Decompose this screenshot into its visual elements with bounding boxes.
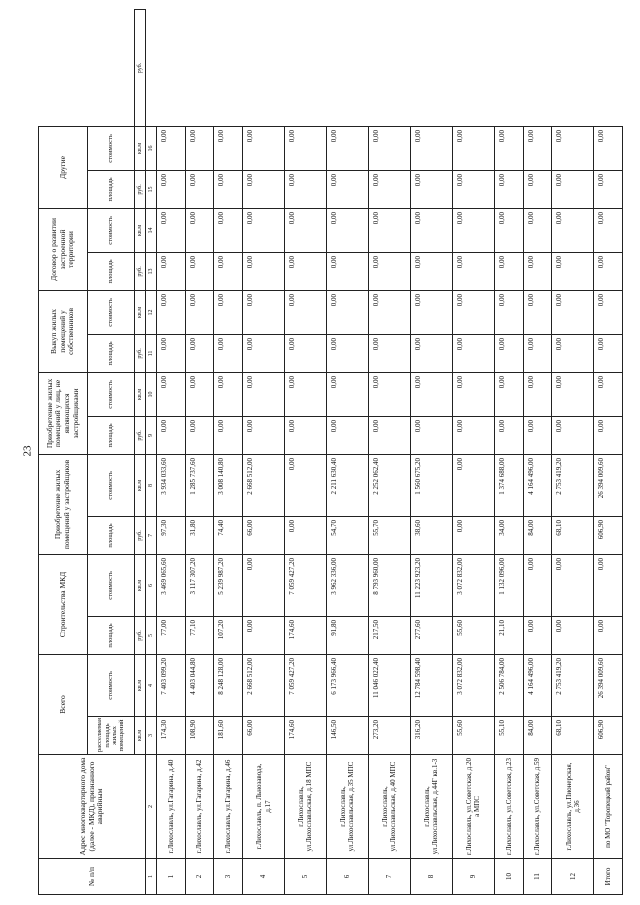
value-cell: 84,00 <box>523 516 552 554</box>
value-cell: 3 934 033,60 <box>157 454 186 516</box>
unit-label: кв.м <box>135 126 146 170</box>
address-cell: г.Лихославль, ул.Советская, д.20 а МПС <box>452 755 494 859</box>
value-cell: 146,50 <box>326 717 368 755</box>
unit-label: руб. <box>135 617 146 655</box>
subheader-cost: стоимость <box>88 372 135 416</box>
value-cell: 606,90 <box>594 717 623 755</box>
value-cell: 0,00 <box>494 334 523 372</box>
value-cell: 2 252 062,40 <box>368 454 410 516</box>
value-cell: 0,00 <box>523 208 552 252</box>
value-cell: 0,00 <box>157 252 186 290</box>
value-cell: 0,00 <box>368 290 410 334</box>
value-cell: 0,00 <box>594 372 623 416</box>
value-cell: 0,00 <box>594 208 623 252</box>
subheader-area: площадь <box>88 516 135 554</box>
resettlement-table <box>38 9 623 895</box>
value-cell: 55,10 <box>494 717 523 755</box>
value-cell: 0,00 <box>523 617 552 655</box>
value-cell: 12 784 598,40 <box>410 655 452 717</box>
value-cell: 0,00 <box>494 416 523 454</box>
address-cell: по МО "Торопецкий район" <box>594 755 623 859</box>
value-cell: 0,00 <box>452 290 494 334</box>
value-cell: 91,80 <box>326 617 368 655</box>
value-cell: 0,00 <box>452 252 494 290</box>
value-cell: 3 962 336,00 <box>326 554 368 616</box>
column-number: 5 <box>146 617 157 655</box>
value-cell: 0,00 <box>368 170 410 208</box>
value-cell: 0,00 <box>214 208 243 252</box>
value-cell: 0,00 <box>523 554 552 616</box>
subheader-cost: стоимость <box>88 454 135 516</box>
value-cell: 0,00 <box>185 416 214 454</box>
value-cell: 0,00 <box>452 454 494 516</box>
address-cell: г.Лихославль, ул.Лихославльская, д.40 МПС <box>368 755 410 859</box>
column-number: 11 <box>146 334 157 372</box>
value-cell: 0,00 <box>284 126 326 170</box>
value-cell: 0,00 <box>243 290 285 334</box>
table-row <box>157 10 186 895</box>
value-cell: 68,10 <box>552 717 594 755</box>
value-cell: 2 668 512,00 <box>243 454 285 516</box>
row-number: 2 <box>185 859 214 895</box>
value-cell: 606,90 <box>594 516 623 554</box>
header-other: Другие <box>39 126 88 208</box>
address-cell: г.Лихославль, п. Льнозавода, д.17 <box>243 755 285 859</box>
value-cell: 11 046 022,40 <box>368 655 410 717</box>
value-cell: 0,00 <box>326 208 368 252</box>
value-cell: 0,00 <box>284 516 326 554</box>
value-cell: 0,00 <box>368 208 410 252</box>
column-number: 15 <box>146 170 157 208</box>
value-cell: 0,00 <box>410 208 452 252</box>
row-number: 3 <box>214 859 243 895</box>
value-cell: 26 394 009,60 <box>594 454 623 516</box>
unit-label: кв.м <box>135 208 146 252</box>
value-cell: 7 403 099,20 <box>157 655 186 717</box>
value-cell: 0,00 <box>214 252 243 290</box>
value-cell: 0,00 <box>552 554 594 616</box>
value-cell: 0,00 <box>552 334 594 372</box>
value-cell: 0,00 <box>368 334 410 372</box>
unit-label: кв.м <box>135 717 146 755</box>
column-number: 6 <box>146 554 157 616</box>
value-cell: 0,00 <box>410 372 452 416</box>
subheader-resettled-area: расселяемая площадь жилых помещений <box>88 717 135 755</box>
value-cell: 0,00 <box>410 290 452 334</box>
value-cell: 0,00 <box>368 416 410 454</box>
table-row <box>284 10 326 895</box>
value-cell: 0,00 <box>552 416 594 454</box>
value-cell: 54,70 <box>326 516 368 554</box>
value-cell: 2 668 512,00 <box>243 655 285 717</box>
value-cell: 0,00 <box>594 290 623 334</box>
unit-label: руб. <box>135 252 146 290</box>
address-cell: г.Лихославль, ул.Пионерская, д.36 <box>552 755 594 859</box>
value-cell: 4 164 496,00 <box>523 454 552 516</box>
value-cell: 0,00 <box>284 252 326 290</box>
value-cell: 21,10 <box>494 617 523 655</box>
value-cell: 0,00 <box>594 334 623 372</box>
unit-label: кв.м <box>135 554 146 616</box>
value-cell: 0,00 <box>552 252 594 290</box>
value-cell: 77,10 <box>185 617 214 655</box>
value-cell: 0,00 <box>410 126 452 170</box>
value-cell: 0,00 <box>326 334 368 372</box>
table-row <box>410 10 452 895</box>
value-cell: 0,00 <box>452 416 494 454</box>
column-number: 9 <box>146 416 157 454</box>
unit-label: кв.м <box>135 290 146 334</box>
header-construction: Строительства МКД <box>39 554 88 654</box>
column-number: 13 <box>146 252 157 290</box>
value-cell: 0,00 <box>214 126 243 170</box>
value-cell: 1 374 688,00 <box>494 454 523 516</box>
row-number: 11 <box>523 859 552 895</box>
column-number: 12 <box>146 290 157 334</box>
value-cell: 0,00 <box>284 334 326 372</box>
value-cell: 0,00 <box>284 416 326 454</box>
value-cell: 6 173 966,40 <box>326 655 368 717</box>
column-number: 4 <box>146 655 157 717</box>
value-cell: 107,20 <box>214 617 243 655</box>
value-cell: 0,00 <box>243 416 285 454</box>
value-cell: 0,00 <box>243 208 285 252</box>
value-cell: 5 239 987,20 <box>214 554 243 616</box>
table-row <box>326 10 368 895</box>
table-row <box>523 10 552 895</box>
value-cell: 0,00 <box>523 170 552 208</box>
value-cell: 0,00 <box>214 170 243 208</box>
unit-label: руб. <box>135 416 146 454</box>
value-cell: 0,00 <box>452 170 494 208</box>
value-cell: 1 560 675,20 <box>410 454 452 516</box>
subheader-area: площадь <box>88 334 135 372</box>
value-cell: 0,00 <box>594 170 623 208</box>
value-cell: 0,00 <box>523 416 552 454</box>
row-number: 6 <box>326 859 368 895</box>
value-cell: 0,00 <box>185 208 214 252</box>
value-cell: 1 132 096,00 <box>494 554 523 616</box>
row-number: 1 <box>157 859 186 895</box>
column-number: 2 <box>146 755 157 859</box>
value-cell: 0,00 <box>410 170 452 208</box>
column-number: 3 <box>146 717 157 755</box>
value-cell: 316,20 <box>410 717 452 755</box>
address-cell: г.Лихославль, ул.Гагарина, д.42 <box>185 755 214 859</box>
address-cell: г.Лихославль, ул.Лихославльская, д.18 МПС <box>284 755 326 859</box>
value-cell: 74,40 <box>214 516 243 554</box>
value-cell: 273,20 <box>368 717 410 755</box>
value-cell: 0,00 <box>214 290 243 334</box>
address-cell: г.Лихославль, ул.Советская, д.23 <box>494 755 523 859</box>
value-cell: 4 164 496,00 <box>523 655 552 717</box>
table-row <box>214 10 243 895</box>
subheader-cost: стоимость <box>88 554 135 616</box>
value-cell: 0,00 <box>284 170 326 208</box>
value-cell: 217,50 <box>368 617 410 655</box>
value-cell: 8 248 128,00 <box>214 655 243 717</box>
value-cell: 0,00 <box>410 416 452 454</box>
table-row <box>368 10 410 895</box>
row-number: 7 <box>368 859 410 895</box>
header-num: № п/п <box>39 859 146 895</box>
row-number: 10 <box>494 859 523 895</box>
value-cell: 0,00 <box>494 170 523 208</box>
value-cell: 0,00 <box>185 126 214 170</box>
row-number: 8 <box>410 859 452 895</box>
value-cell: 0,00 <box>494 372 523 416</box>
value-cell: 108,90 <box>185 717 214 755</box>
value-cell: 0,00 <box>243 126 285 170</box>
value-cell: 7 059 427,20 <box>284 655 326 717</box>
value-cell: 3 469 065,60 <box>157 554 186 616</box>
unit-label: руб. <box>135 516 146 554</box>
value-cell: 0,00 <box>494 252 523 290</box>
subheader-area: площадь <box>88 416 135 454</box>
value-cell: 0,00 <box>494 126 523 170</box>
column-number: 14 <box>146 208 157 252</box>
unit-label: кв.м <box>135 372 146 416</box>
value-cell: 0,00 <box>452 372 494 416</box>
value-cell: 0,00 <box>594 252 623 290</box>
value-cell: 174,60 <box>284 617 326 655</box>
value-cell: 0,00 <box>284 208 326 252</box>
row-number: 12 <box>552 859 594 895</box>
value-cell: 3 117 307,20 <box>185 554 214 616</box>
table-row <box>243 10 285 895</box>
value-cell: 55,60 <box>452 717 494 755</box>
header-buyout: Выкуп жилых помещений у собственников <box>39 290 88 372</box>
unit-label: руб. <box>135 334 146 372</box>
subheader-area: площадь <box>88 617 135 655</box>
value-cell: 0,00 <box>594 416 623 454</box>
subheader-cost: стоимость <box>88 655 135 717</box>
value-cell: 0,00 <box>284 290 326 334</box>
rotated-table-container <box>38 9 623 895</box>
unit-label: руб. <box>135 10 146 127</box>
value-cell: 0,00 <box>243 170 285 208</box>
value-cell: 0,00 <box>368 372 410 416</box>
address-cell: г.Лихославль, ул.Гагарина, д.40 <box>157 755 186 859</box>
column-number: 8 <box>146 454 157 516</box>
value-cell: 4 403 044,80 <box>185 655 214 717</box>
row-number: 4 <box>243 859 285 895</box>
value-cell: 181,60 <box>214 717 243 755</box>
value-cell: 3 072 832,00 <box>452 554 494 616</box>
value-cell: 11 223 923,20 <box>410 554 452 616</box>
value-cell: 26 394 009,60 <box>594 655 623 717</box>
value-cell: 0,00 <box>594 554 623 616</box>
value-cell: 0,00 <box>452 126 494 170</box>
header-total: Всего <box>39 655 88 755</box>
value-cell: 0,00 <box>214 416 243 454</box>
value-cell: 0,00 <box>243 372 285 416</box>
value-cell: 0,00 <box>243 334 285 372</box>
value-cell: 0,00 <box>452 516 494 554</box>
value-cell: 277,60 <box>410 617 452 655</box>
value-cell: 0,00 <box>410 252 452 290</box>
value-cell: 0,00 <box>214 372 243 416</box>
row-number: 5 <box>284 859 326 895</box>
value-cell: 0,00 <box>552 208 594 252</box>
value-cell: 3 008 140,80 <box>214 454 243 516</box>
value-cell: 31,80 <box>185 516 214 554</box>
value-cell: 0,00 <box>157 372 186 416</box>
value-cell: 0,00 <box>185 372 214 416</box>
column-number: 7 <box>146 516 157 554</box>
value-cell: 0,00 <box>552 617 594 655</box>
value-cell: 7 059 427,20 <box>284 554 326 616</box>
page-number: 23 <box>21 445 34 457</box>
value-cell: 68,10 <box>552 516 594 554</box>
value-cell: 0,00 <box>494 208 523 252</box>
value-cell: 0,00 <box>326 252 368 290</box>
value-cell: 0,00 <box>284 372 326 416</box>
value-cell: 55,60 <box>452 617 494 655</box>
value-cell: 1 285 737,60 <box>185 454 214 516</box>
value-cell: 0,00 <box>594 126 623 170</box>
table-row <box>494 10 523 895</box>
value-cell: 84,00 <box>523 717 552 755</box>
value-cell: 0,00 <box>552 126 594 170</box>
value-cell: 55,70 <box>368 516 410 554</box>
table-row <box>452 10 494 895</box>
value-cell: 0,00 <box>552 372 594 416</box>
value-cell: 0,00 <box>157 170 186 208</box>
address-cell: г.Лихославль, ул.Лихославльская, д.35 МПС <box>326 755 368 859</box>
subheader-area: площадь <box>88 170 135 208</box>
value-cell: 0,00 <box>185 290 214 334</box>
table-row <box>552 10 594 895</box>
value-cell: 0,00 <box>243 617 285 655</box>
value-cell: 174,30 <box>157 717 186 755</box>
unit-label: руб. <box>135 170 146 208</box>
value-cell: 38,60 <box>410 516 452 554</box>
subheader-cost: стоимость <box>88 290 135 334</box>
value-cell: 0,00 <box>185 252 214 290</box>
value-cell: 0,00 <box>157 126 186 170</box>
value-cell: 0,00 <box>494 290 523 334</box>
unit-label: кв.м <box>135 454 146 516</box>
value-cell: 77,00 <box>157 617 186 655</box>
value-cell: 0,00 <box>326 372 368 416</box>
column-number: 1 <box>146 859 157 895</box>
value-cell: 0,00 <box>523 126 552 170</box>
value-cell: 0,00 <box>243 252 285 290</box>
value-cell: 0,00 <box>594 617 623 655</box>
value-cell: 0,00 <box>284 454 326 516</box>
value-cell: 8 793 960,00 <box>368 554 410 616</box>
value-cell: 2 753 419,20 <box>552 454 594 516</box>
value-cell: 2 753 419,20 <box>552 655 594 717</box>
value-cell: 0,00 <box>157 416 186 454</box>
column-number: 10 <box>146 372 157 416</box>
total-row <box>594 10 623 895</box>
value-cell: 66,00 <box>243 717 285 755</box>
address-cell: г.Лихославль, ул.Гагарина, д.46 <box>214 755 243 859</box>
header-address: Адрес многоквартирного дома (далее - МКД), признанного аварийным <box>39 755 146 859</box>
subheader-cost: стоимость <box>88 208 135 252</box>
address-cell: г.Лихославль, ул.Советская, д.59 <box>523 755 552 859</box>
row-number: Итого <box>594 859 623 895</box>
value-cell: 0,00 <box>523 290 552 334</box>
value-cell: 0,00 <box>326 126 368 170</box>
value-cell: 174,60 <box>284 717 326 755</box>
value-cell: 3 072 832,00 <box>452 655 494 717</box>
row-number: 9 <box>452 859 494 895</box>
value-cell: 66,00 <box>243 516 285 554</box>
value-cell: 2 506 784,00 <box>494 655 523 717</box>
value-cell: 0,00 <box>326 170 368 208</box>
value-cell: 0,00 <box>452 208 494 252</box>
value-cell: 0,00 <box>410 334 452 372</box>
value-cell: 0,00 <box>157 208 186 252</box>
unit-label: кв.м <box>135 655 146 717</box>
subheader-cost: стоимость <box>88 126 135 170</box>
value-cell: 0,00 <box>552 290 594 334</box>
value-cell: 34,00 <box>494 516 523 554</box>
value-cell: 2 211 630,40 <box>326 454 368 516</box>
value-cell: 0,00 <box>326 416 368 454</box>
value-cell: 0,00 <box>214 334 243 372</box>
table-row <box>185 10 214 895</box>
value-cell: 0,00 <box>326 290 368 334</box>
value-cell: 0,00 <box>552 170 594 208</box>
value-cell: 97,30 <box>157 516 186 554</box>
column-number: 16 <box>146 126 157 170</box>
value-cell: 0,00 <box>157 290 186 334</box>
value-cell: 0,00 <box>368 126 410 170</box>
value-cell: 0,00 <box>185 334 214 372</box>
value-cell: 0,00 <box>185 170 214 208</box>
value-cell: 0,00 <box>523 372 552 416</box>
value-cell: 0,00 <box>243 554 285 616</box>
value-cell: 0,00 <box>523 334 552 372</box>
header-development: Договор о развитии застроенной территории <box>39 208 88 290</box>
header-purchase-nonbuilders: Приобретение жилых помещений у лиц, не являющихся застройщиками <box>39 372 88 454</box>
value-cell: 0,00 <box>523 252 552 290</box>
subheader-area: площадь <box>88 252 135 290</box>
value-cell: 0,00 <box>452 334 494 372</box>
header-purchase-builders: Приобретение жилых помещений у застройщиков <box>39 454 88 554</box>
address-cell: г.Лихославль, ул.Лихославльская, д.44Г кв.1-3 <box>410 755 452 859</box>
value-cell: 0,00 <box>368 252 410 290</box>
value-cell: 0,00 <box>157 334 186 372</box>
